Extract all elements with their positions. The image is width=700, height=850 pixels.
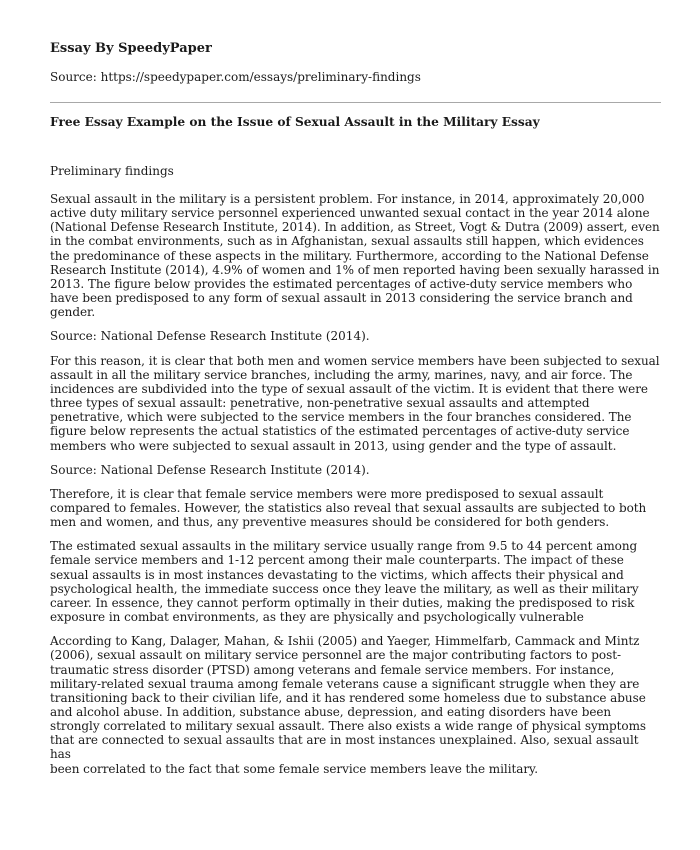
paragraph-branches: For this reason, it is clear that both men and women service members have been subjected to sexual assault in all the military service branches, including the army, marines, navy, and air force. The incidences are subdivided into the type of sexual assault of the victim. It is evident that there were three types of sexual assault: penetrative, non-penetrative sexual assaults and attempted penetrative, which were subjected to the service members in the four branches considered. The figure below represents the actual statistics of the estimated percentages of active-duty service members who were subjected to sexual assault in 2013, using gender and the type of assault. (50, 353, 660, 453)
source-url: Source: https://speedypaper.com/essays/preliminary-findings (50, 70, 421, 84)
section-heading: Preliminary findings (50, 164, 174, 178)
essay-title: Free Essay Example on the Issue of Sexual Assault in the Military Essay (50, 115, 540, 129)
document-page (50, 41, 660, 786)
figure-source-2: Source: National Defense Research Institute (2014). (50, 462, 370, 477)
figure-source-1: Source: National Defense Research Institute (2014). (50, 329, 370, 344)
site-title: Essay By SpeedyPaper (50, 41, 212, 56)
header-divider (50, 102, 661, 103)
paragraph-impact: The estimated sexual assaults in the military service usually range from 9.5 to 44 percent among female service members and 1-12 percent among their male counterparts. The impact of these sexual assaults is in most instances devastating to the victims, which affects their physical and psychological health, the immediate success once they leave the military, as well as their military career. In essence, they cannot perform optimally in their duties, making the predisposed to risk exposure in combat environments, as they are physically and psychologically vulnerable (50, 539, 639, 625)
paragraph-ptsd: According to Kang, Dalager, Mahan, & Ishii (2005) and Yaeger, Himmelfarb, Cammack and Mintz (2006), sexual assault on military service personnel are the major contributing factors to post- traumatic stress disorder (PTSD) among veterans and female service members. For instance, military-related sexual trauma among female veterans cause a significant struggle when they are transitioning back to their civilian life, and it has rendered some homeless due to substance abuse and alcohol abuse. In addition, substance abuse, depression, and eating disorders have been strongly correlated to military sexual assault. There also exists a wide range of physical symptoms that are connected to sexual assaults that are in most instances unexplained. Also, sexual assault has been correlated to the fact that some female service members leave the military. (50, 634, 647, 776)
paragraph-conclusion-gender: Therefore, it is clear that female service members were more predisposed to sexual assault compared to females. However, the statistics also reveal that sexual assaults are subjected to both men and women, and thus, any preventive measures should be considered for both genders. (50, 486, 647, 530)
paragraph-intro: Sexual assault in the military is a persistent problem. For instance, in 2014, approximately 20,000 active duty military service personnel experienced unwanted sexual contact in the year 2014 alone (National Defense Research Institute, 2014). In addition, as Street, Vogt & Dutra (2009) assert, even in the combat environments, such as in Afghanistan, sexual assaults still happen, which evidences the predominance of these aspects in the military. Furthermore, according to the National Defense Research Institute (2014), 4.9% of women and 1% of men reported having been sexually harassed in 2013. The figure below provides the estimated percentages of active-duty service members who have been predisposed to any form of sexual assault in 2013 considering the service branch and gender. (50, 192, 660, 320)
